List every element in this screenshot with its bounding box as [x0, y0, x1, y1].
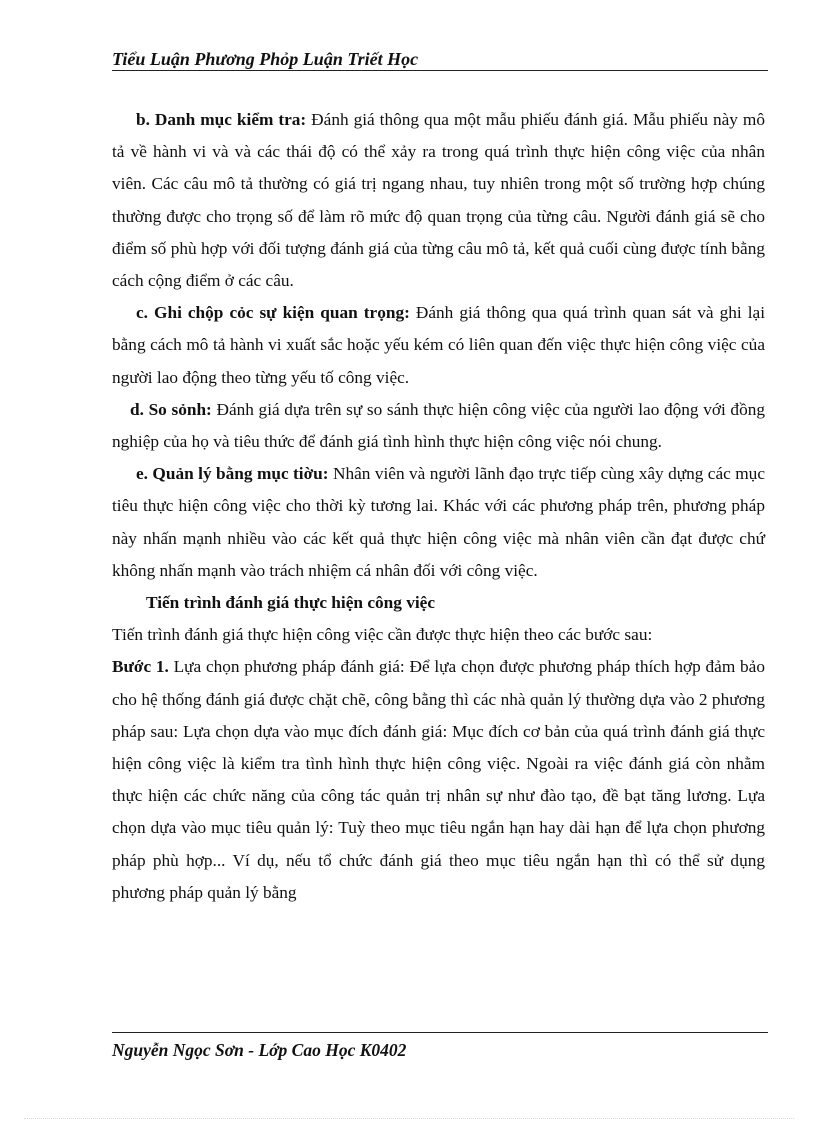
intro-paragraph: Tiến trình đánh giá thực hiện công việc cần được thực hiện theo các bước sau: — [112, 625, 653, 645]
header-title: Tiểu Luận Phương Phỏp Luận Triết Học — [112, 49, 419, 69]
footer-author: Nguyễn Ngọc Sơn - Lớp Cao Học K0402 — [112, 1040, 407, 1060]
paragraph-comparison — [112, 394, 765, 458]
paragraph-mbo-text: Nhân viên và người lãnh đạo trực tiếp cùng xây dựng các mục tiêu thực hiện công việc cho thời kỳ tương lai. Khác với các phương pháp trên, phương pháp này nhấn mạnh nhiều vào các kết quả thực hiện công việc mà nhân viên cần đạt được chứ không nhấn mạnh vào trách nhiệm cá nhân đối với công việc. — [112, 464, 765, 580]
page-bottom-edge — [24, 1118, 794, 1119]
paragraph-critical-incidents — [112, 297, 765, 394]
paragraph-checklist — [112, 104, 765, 297]
step-1-paragraph — [112, 651, 765, 909]
page-footer — [112, 1032, 768, 1061]
paragraph-checklist-label: b. Danh mục kiểm tra: — [136, 110, 307, 129]
paragraph-critical-incidents-label: c. Ghi chộp cỏc sự kiện quan trọng: — [136, 303, 410, 323]
paragraph-checklist-text: Đánh giá thông qua một mẫu phiếu đánh giá. Mẫu phiếu này mô tả về hành vi và và các thái độ có thể xảy ra trong quá trình thực hiện công việc của nhân viên. Các câu mô tả thường có giá trị ngang nhau, tuy nhiên trong một số trường hợp chúng thường được cho trọng số để làm rõ mức độ quan trọng của từng câu. Người đánh giá sẽ cho điểm số phù hợp với đối tượng đánh giá của từng câu mô tả, kết quả cuối cùng được tính bằng cách cộng điểm ở các câu. — [112, 110, 765, 291]
paragraph-mbo — [112, 458, 765, 587]
section-heading: Tiến trình đánh giá thực hiện công việc — [146, 593, 435, 613]
page-header — [112, 48, 768, 71]
paragraph-mbo-label: e. Quản lý bằng mục tiờu: — [136, 464, 329, 484]
document-body — [112, 104, 765, 909]
step-1-text: Lựa chọn phương pháp đánh giá: Để lựa chọn được phương pháp thích hợp đảm bảo cho hệ thống đánh giá được chặt chẽ, công bằng thì các nhà quản lý thường dựa vào 2 phương pháp sau: Lựa chọn dựa vào mục đích đánh giá: Mục đích cơ bản của quá trình đánh giá thực hiện công việc là kiểm tra tình hình thực hiện công việc. Ngoài ra việc đánh giá còn nhằm thực hiện các chức năng của công tác quản trị nhân sự như đào tạo, đề bạt tăng lương. Lựa chọn dựa vào mục tiêu quản lý: Tuỳ theo mục tiêu ngắn hạn hay dài hạn để lựa chọn phương pháp phù hợp... Ví dụ, nếu tổ chức đánh giá theo mục tiêu ngắn hạn thì có thể sử dụng phương pháp quản lý bằng — [112, 657, 765, 902]
paragraph-comparison-text: Đánh giá dựa trên sự so sánh thực hiện công việc của người lao động với đồng nghiệp của họ và tiêu thức để đánh giá tình hình thực hiện công việc nói chung. — [112, 399, 765, 452]
paragraph-critical-incidents-text: Đánh giá thông qua quá trình quan sát và ghi lại bằng cách mô tả hành vi xuất sắc hoặc yếu kém có liên quan đến việc thực hiện công việc của người lao động theo từng yếu tố công việc. — [112, 303, 766, 387]
step-1-label: Bước 1. — [112, 657, 169, 677]
paragraph-comparison-label: d. So sỏnh: — [130, 399, 212, 419]
